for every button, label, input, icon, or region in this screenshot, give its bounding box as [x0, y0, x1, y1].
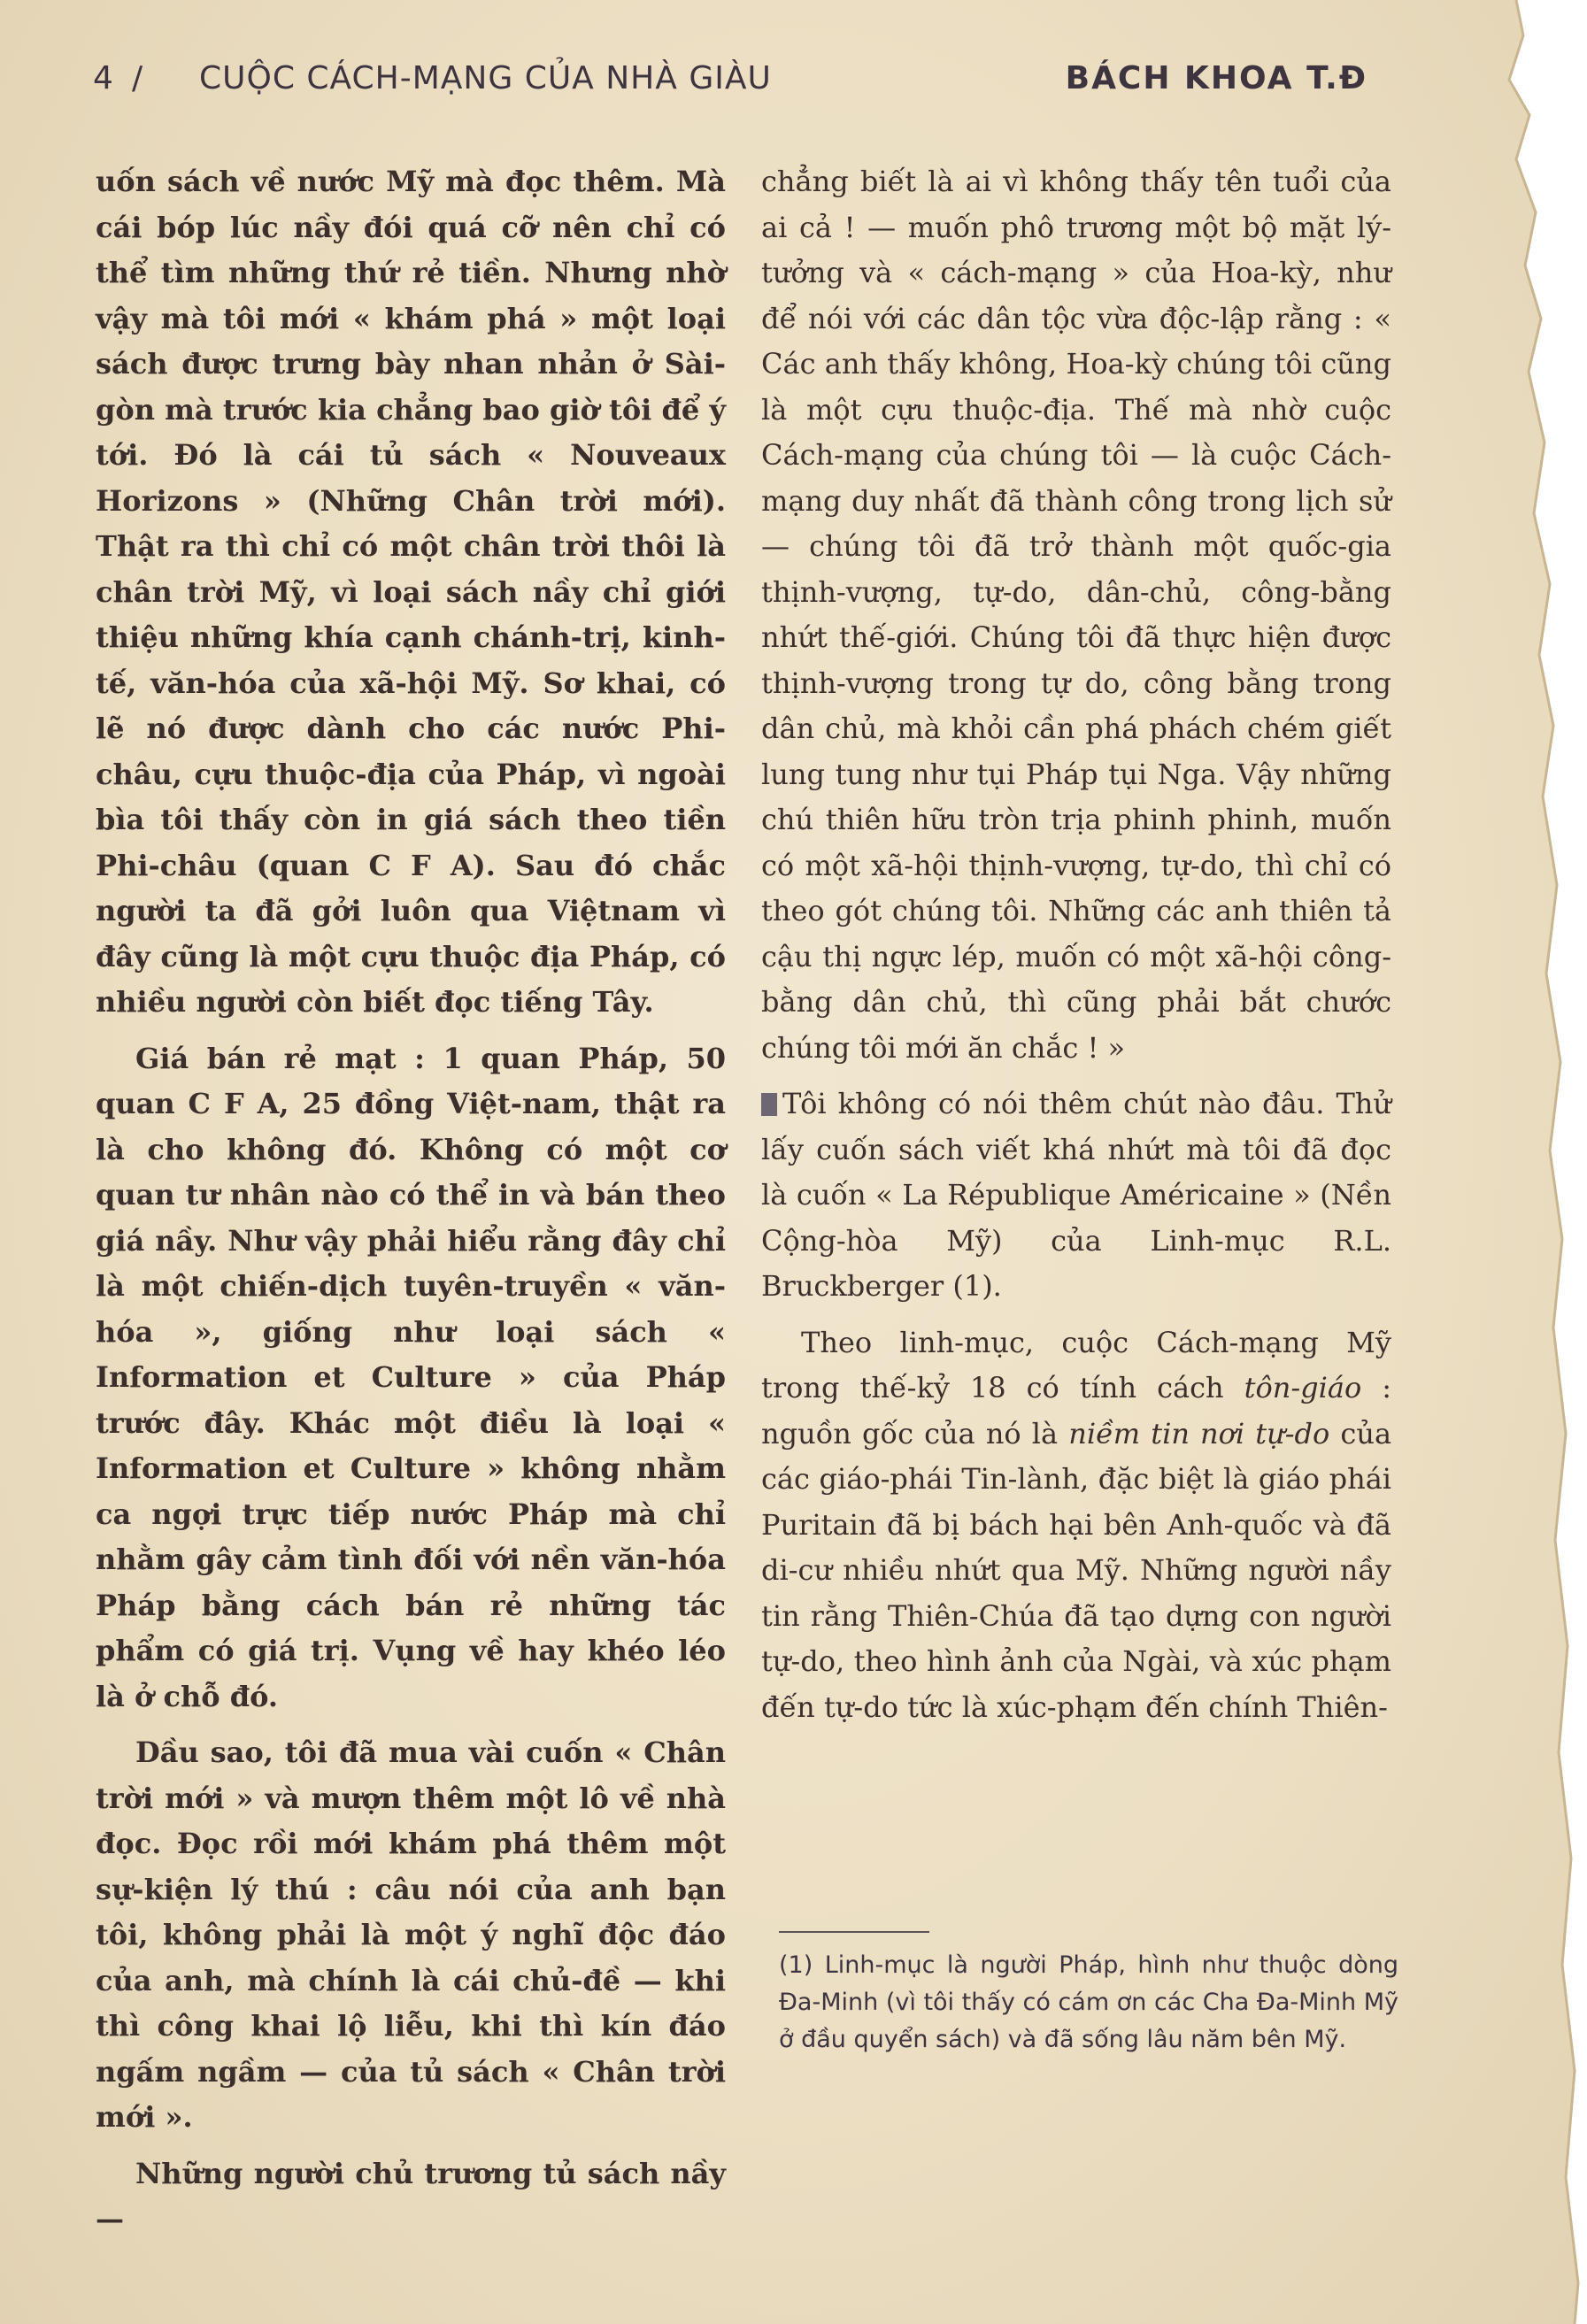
paragraph-mark-icon [761, 1093, 777, 1116]
header-separator: / [132, 60, 144, 96]
p3-text-end: của các giáo-phái Tin-lành, đặc biệt là giáo phái Puritain đã bị bách hại bên Anh-quốc và đã di-cư nhiều nhứt qua Mỹ. Những người nầy tin rằng Thiên-Chúa đã tạo dựng con người tự-do, theo hình ảnh của Ngài, và xúc phạm đến tự-do tức là xúc-phạm đến chính Thiên- [761, 1416, 1392, 1724]
left-paragraph-4: Những người chủ trương tủ sách nầy — [96, 2156, 726, 2236]
left-column [96, 159, 726, 2253]
running-header [93, 60, 1367, 104]
journal-name: BÁCH KHOA T.Đ [1065, 60, 1367, 96]
right-paragraph-2 [761, 1081, 1391, 1310]
torn-paper-edge [1454, 0, 1587, 2324]
left-paragraph-3: Dầu sao, tôi đã mua vài cuốn « Chân trời mới » và mượn thêm một lô về nhà đọc. Đọc rồi mới khám phá thêm một sự-kiện lý thú : câu nói của anh bạn tôi, không phải là một ý nghĩ độc đáo của anh, mà chính là cái chủ-đề — khi thì công khai lộ liễu, khi thì kín đáo ngấm ngầm — của tủ sách « Chân trời mới ». [96, 1735, 726, 2134]
page-number: 4 [93, 60, 114, 96]
right-column [761, 159, 1391, 1741]
footnote-rule [779, 1931, 929, 1933]
left-paragraph-2: Giá bán rẻ mạt : 1 quan Pháp, 50 quan C F A, 25 đồng Việt-nam, thật ra là cho không đó. Không có một cơ quan tư nhân nào có thể in và bán theo giá nầy. Như vậy phải hiểu rằng đây chỉ là một chiến-dịch tuyên-truyền « văn-hóa », giống như loại sách « Information et Culture » của Pháp trước đây. Khác một điều là loại « Information et Culture » không nhằm ca ngợi trực tiếp nước Pháp mà chỉ nhằm gây cảm tình đối với nền văn-hóa Pháp bằng cách bán rẻ những tác phẩm có giá trị. Vụng về hay khéo léo là ở chỗ đó. [96, 1041, 726, 1713]
left-paragraph-1: uốn sách về nước Mỹ mà đọc thêm. Mà cái bóp lúc nầy đói quá cỡ nên chỉ có thể tìm những thứ rẻ tiền. Nhưng nhờ vậy mà tôi mới « khám phá » một loại sách được trưng bày nhan nhản ở Sài-gòn mà trước kia chẳng bao giờ tôi để ý tới. Đó là cái tủ sách « Nouveaux Horizons » (Những Chân trời mới). Thật ra thì chỉ có một chân trời thôi là chân trời Mỹ, vì loại sách nầy chỉ giới thiệu những khía cạnh chánh-trị, kinh-tế, văn-hóa của xã-hội Mỹ. Sơ khai, có lẽ nó được dành cho các nước Phi-châu, cựu thuộc-địa của Pháp, vì ngoài bìa tôi thấy còn in giá sách theo tiền Phi-châu (quan C F A). Sau đó chắc người ta đã gởi luôn qua Việtnam vì đây cũng là một cựu thuộc địa Pháp, có nhiều người còn biết đọc tiếng Tây. [96, 165, 726, 1019]
footnote: (1) Linh-mục là người Pháp, hình như thuộc dòng Đa-Minh (vì tôi thấy có cám ơn các Cha Đa-Minh Mỹ ở đầu quyển sách) và đã sống lâu năm bên Mỹ. [779, 1951, 1398, 2053]
p3-text-mid: : nguồn gốc của nó là [761, 1371, 1392, 1451]
running-title: CUỘC CÁCH-MẠNG CỦA NHÀ GIÀU [199, 60, 772, 96]
p3-italic-1: tôn-giáo [1244, 1371, 1362, 1404]
p3-italic-2: niềm tin nơi tự-do [1068, 1416, 1330, 1451]
right-paragraph-2-text: Tôi không có nói thêm chút nào đâu. Thử lấy cuốn sách viết khá nhứt mà tôi đã đọc là cuốn « La République Américaine » (Nền Cộng-hòa Mỹ) của Linh-mục R.L. Bruckberger (1). [761, 1087, 1391, 1303]
right-paragraph-3 [761, 1320, 1391, 1731]
right-paragraph-1: chẳng biết là ai vì không thấy tên tuổi của ai cả ! — muốn phô trương một bộ mặt lý-tưởng và « cách-mạng » của Hoa-kỳ, như để nói với các dân tộc vừa độc-lập rằng : « Các anh thấy không, Hoa-kỳ chúng tôi cũng là một cựu thuộc-địa. Thế mà nhờ cuộc Cách-mạng của chúng tôi — là cuộc Cách-mạng duy nhất đã thành công trong lịch sử — chúng tôi đã trở thành một quốc-gia thịnh-vượng, tự-do, dân-chủ, công-bằng nhứt thế-giới. Chúng tôi đã thực hiện được thịnh-vượng trong tự do, công bằng trong dân chủ, mà khỏi cần phá phách chém giết lung tung như tụi Pháp tụi Nga. Vậy những chú thiên hữu tròn trịa phinh phinh, muốn có một xã-hội thịnh-vượng, tự-do, thì chỉ có theo gót chúng tôi. Những các anh thiên tả cậu thị ngực lép, muốn có một xã-hội công-bằng dân chủ, thì cũng phải bắt chước chúng tôi mới ăn chắc ! » [761, 165, 1391, 1065]
p3-text-start: Theo linh-mục, cuộc Cách-mạng Mỹ trong thế-kỷ 18 có tính cách [761, 1325, 1391, 1404]
